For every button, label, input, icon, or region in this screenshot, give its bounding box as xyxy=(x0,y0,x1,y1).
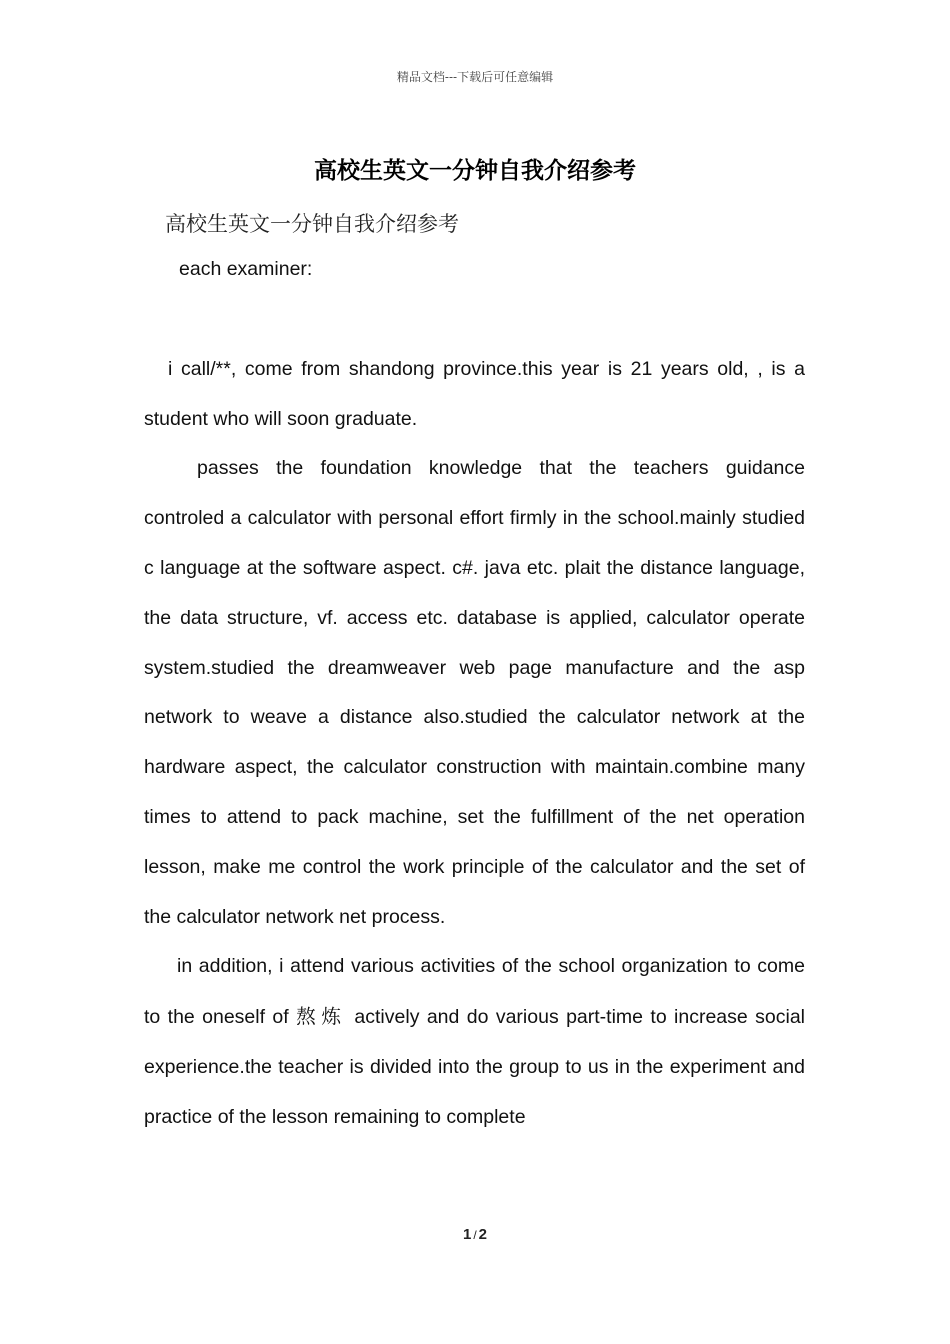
page-header: 精品文档---下载后可任意编辑 xyxy=(396,70,554,84)
paragraph-intro: i call/**, come from shandong province.this year is 21 years old, , is a student who will soon graduate. xyxy=(144,357,805,430)
paragraph-activities-part1: in addition, i attend various activities of the school organization to come to the oneself of xyxy=(144,955,805,1029)
page-number xyxy=(0,1226,950,1243)
page-separator: / xyxy=(473,1228,477,1242)
greeting-line: each examiner: xyxy=(179,258,313,280)
document-body xyxy=(144,245,805,1143)
page-current: 1 xyxy=(462,1226,472,1243)
paragraph-activities-cjk-term: 熬炼 xyxy=(296,1005,348,1029)
paragraph-studies: passes the foundation knowledge that the teachers guidance controled a calculator with personal effort firmly in the school.mainly studied c language at the software aspect. c#. java etc. plait the distance language, the data structure, vf. access etc. database is applied, calculator operate system.studied the dreamweaver web page manufacture and the asp network to weave a distance also.studied the calculator network at the hardware aspect, the calculator construction with maintain.combine many times to attend to pack machine, set the fulfillment of the net operation lesson, make me control the work principle of the calculator and the set of the calculator network net process. xyxy=(144,457,805,928)
page-total: 2 xyxy=(478,1226,488,1243)
document-title: 高校生英文一分钟自我介绍参考 xyxy=(314,157,636,184)
paragraph-activities-part2: actively and do various part-time to increase social experience.the teacher is divided into the group to us in the experiment and practice of the lesson remaining to complete xyxy=(144,1006,805,1128)
document-subtitle: 高校生英文一分钟自我介绍参考 xyxy=(165,212,459,236)
paragraph-activities xyxy=(144,942,805,1142)
